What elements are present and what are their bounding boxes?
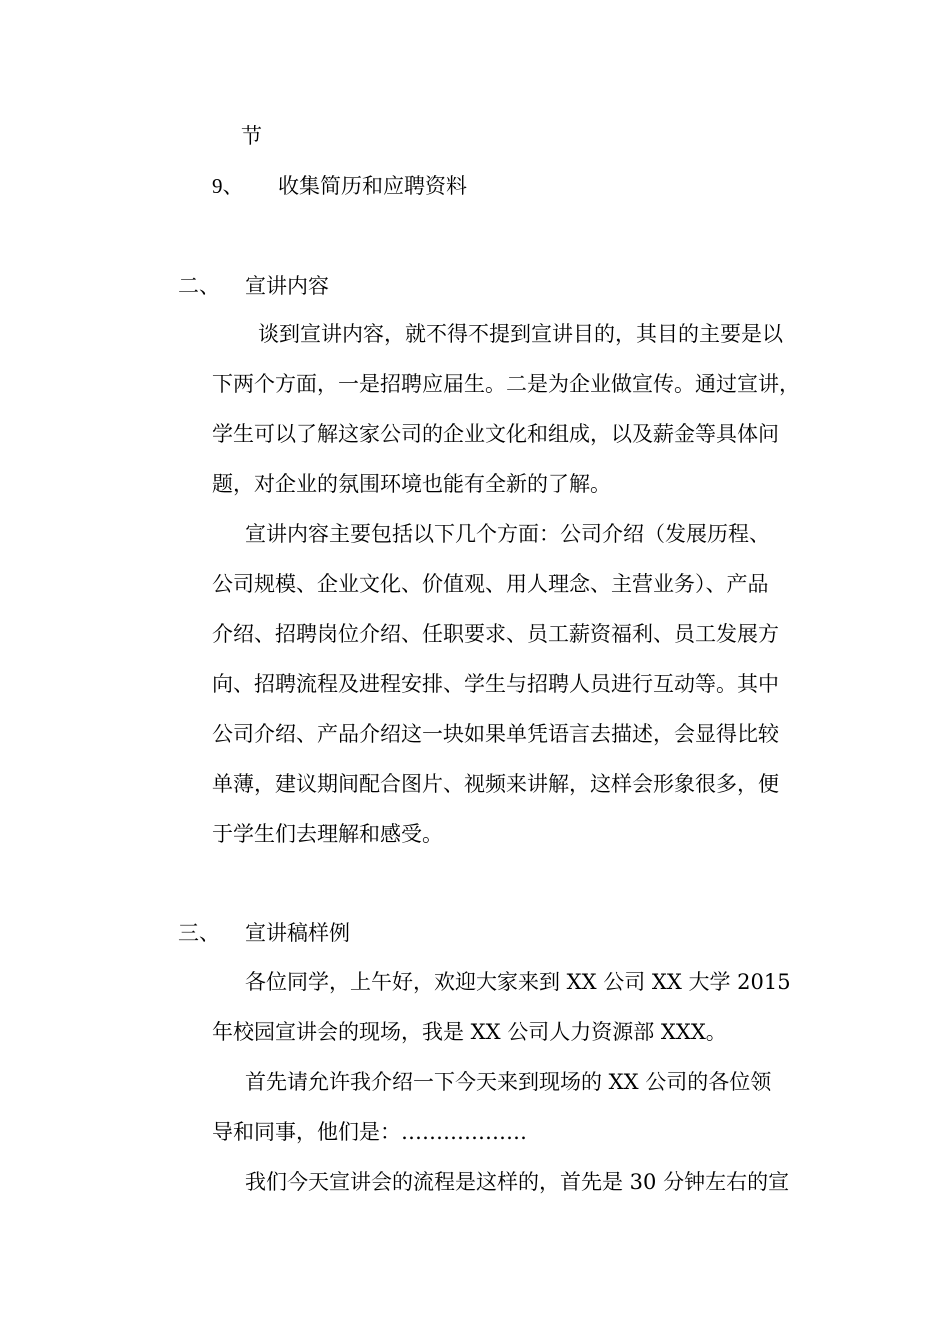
item-9-number: 9、 [212,174,244,198]
paragraph-line: 向、招聘流程及进程安排、学生与招聘人员进行互动等。其中 [212,672,779,696]
section-3-paragraph-3 [212,1157,812,1207]
paragraph-line: 各位同学，上午好，欢迎大家来到 XX 公司 XX 大学 2015 [245,970,791,994]
paragraph-line: 下两个方面，一是招聘应届生。二是为企业做宣传。通过宣讲， [212,372,800,396]
top-fragment: 节 [241,124,262,148]
paragraph-line: 谈到宣讲内容，就不得不提到宣讲目的，其目的主要是以 [258,322,783,346]
section-2-number: 二、 [178,274,220,298]
paragraph-line: 首先请允许我介绍一下今天来到现场的 XX 公司的各位领 [245,1070,772,1094]
paragraph-line: 我们今天宣讲会的流程是这样的，首先是 30 分钟左右的宣 [245,1170,790,1194]
section-2-paragraph-1 [212,309,812,509]
paragraph-line: 单薄，建议期间配合图片、视频来讲解，这样会形象很多，便 [212,772,779,796]
section-2-paragraph-2 [212,509,812,859]
section-3-paragraph-1 [212,957,812,1057]
paragraph-line: 介绍、招聘岗位介绍、任职要求、员工薪资福利、员工发展方 [212,622,779,646]
paragraph-line: 公司介绍、产品介绍这一块如果单凭语言去描述，会显得比较 [212,722,779,746]
paragraph-line: 年校园宣讲会的现场，我是 XX 公司人力资源部 XXX。 [212,1020,727,1044]
item-9-text: 收集简历和应聘资料 [278,174,467,198]
paragraph-line: 学生可以了解这家公司的企业文化和组成，以及薪金等具体问 [212,422,779,446]
section-3-number: 三、 [178,921,220,945]
section-3-heading: 宣讲稿样例 [245,921,350,945]
paragraph-line: 公司规模、企业文化、价值观、用人理念、主营业务）、产品 [212,572,769,596]
section-2-heading: 宣讲内容 [245,274,329,298]
paragraph-line: 于学生们去理解和感受。 [212,822,443,846]
paragraph-line: 导和同事，他们是：……………… [212,1120,527,1144]
section-3-paragraph-2 [212,1057,812,1157]
paragraph-line: 题，对企业的氛围环境也能有全新的了解。 [212,472,611,496]
paragraph-line: 宣讲内容主要包括以下几个方面：公司介绍（发展历程、 [245,522,770,546]
